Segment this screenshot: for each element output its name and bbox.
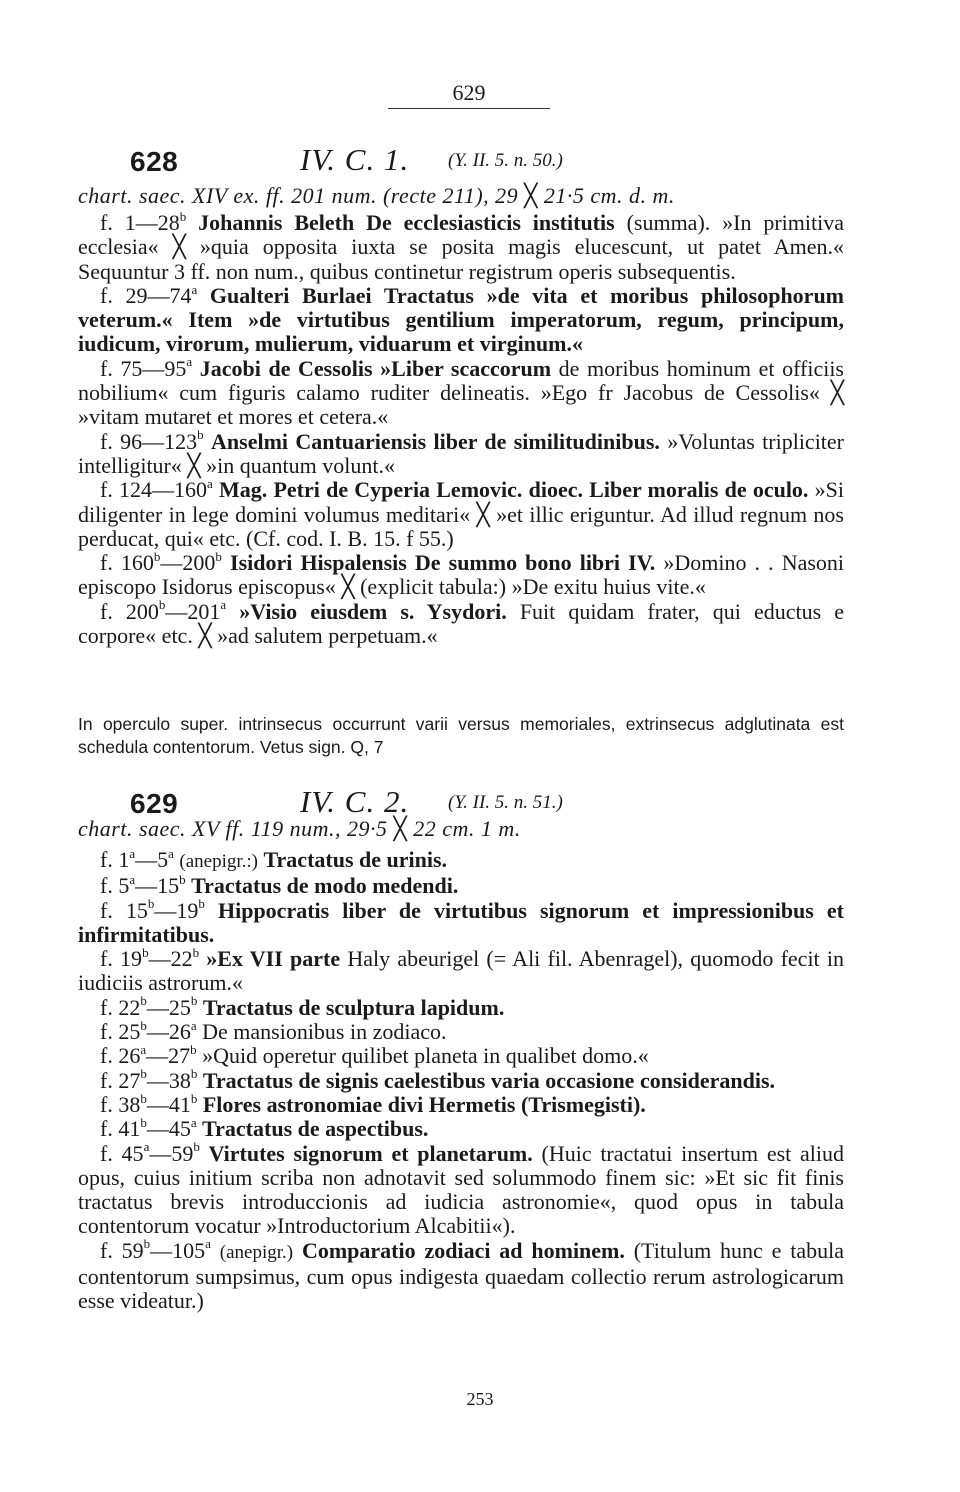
item-text: De mansionibus in zodiaco. (202, 1019, 447, 1045)
item-title: Comparatio zodiaci ad hominem. (301, 1237, 625, 1263)
content-item (78, 1017, 844, 1045)
content-item (78, 1236, 844, 1314)
content-item (78, 208, 844, 284)
entry-number: 629 (130, 788, 179, 819)
folio-range: f. 124—160$^a$ (100, 475, 213, 503)
item-title: Mag. Petri de Cyperia Lemovic. dioec. Liber moralis de oculo. (219, 477, 809, 503)
folio-range: f. 26$^a$—27$^b$ (100, 1042, 197, 1069)
folio-range: f. 29—74$^a$ (100, 281, 198, 308)
old-shelf-mark: (Y. II. 5. n. 51.) (448, 792, 563, 813)
shelf-mark: IV. C. 1. (300, 142, 410, 177)
content-item (78, 871, 844, 899)
footer-page-number: 253 (466, 1389, 494, 1409)
item-title: »Visio eiusdem s. Ysydori. (239, 598, 507, 624)
entry-628-heading (78, 140, 848, 180)
item-text: (Titulum hunc e tabula contentorum sumpsimus, cum opus indigesta quaedam collectio rerum astrologicarum esse videatur.) (78, 1237, 844, 1314)
folio-range: f. 1—28$^b$ (100, 208, 187, 235)
content-item (78, 427, 845, 479)
item-prefix: (anepigr.) (219, 1241, 294, 1263)
content-item (78, 1066, 844, 1093)
folio-range: f. 45$^a$—59$^b$ (100, 1139, 200, 1166)
item-text: »Voluntas tripliciter intelligitur« ╳ »in quantum volunt.« (78, 428, 845, 478)
binding-note: In operculo super. intrinsecus occurrunt varii versus memoriales, extrinsecus adglutinata est schedula contentorum. Vetus sign. Q, 7 (78, 714, 844, 757)
folio-range: f. 41$^b$—45$^a$ (100, 1114, 197, 1142)
item-title: Johannis Beleth De ecclesiasticis institutis (198, 210, 615, 235)
content-item (78, 281, 845, 357)
content-item (78, 993, 844, 1020)
content-item (78, 548, 845, 600)
folio-range: f. 22$^b$—25$^b$ (100, 993, 198, 1020)
item-text: »Domino . . Nasoni episcopo Isidorus episcopus« ╳ (explicit tabula:) »De exitu huius vite.« (78, 550, 845, 600)
shelf-mark: IV. C. 2. (300, 784, 410, 819)
item-text: »Quid operetur quilibet planeta in qualibet domo.« (202, 1043, 649, 1069)
folio-range: f. 15$^b$—19$^b$ (100, 896, 205, 923)
item-text: Haly abeurigel (= Ali fil. Abenragel), quomodo fecit in iudiciis astrorum.« (78, 946, 845, 996)
folio-range: f. 19$^b$—22$^b$ (100, 944, 200, 972)
content-item (78, 896, 845, 948)
content-item (78, 475, 844, 551)
folio-range: f. 96—123$^b$ (100, 427, 204, 454)
physical-description: chart. saec. XIV ex. ff. 201 num. (recte 211), 29 ╳ 21·5 cm. d. m. (78, 183, 675, 208)
folio-range: f. 200$^b$—201$^a$ (100, 597, 227, 624)
item-title: Anselmi Cantuariensis liber de similitudinibus. (211, 428, 660, 454)
item-title: Tractatus de aspectibus. (202, 1116, 429, 1142)
item-title: Tractatus de modo medendi. (191, 873, 459, 899)
entry-number: 628 (130, 146, 179, 177)
folio-range: f. 27$^b$—38$^b$ (100, 1066, 198, 1093)
folio-range: f. 5$^a$—15$^b$ (100, 871, 186, 899)
running-page-number: 629 (452, 80, 486, 105)
old-shelf-mark: (Y. II. 5. n. 50.) (448, 150, 563, 171)
entry-629-contents (78, 845, 845, 1314)
item-title: Tractatus de signis caelestibus varia occasione considerandis. (202, 1067, 776, 1093)
entry-628-contents (78, 208, 845, 649)
content-item (78, 845, 844, 874)
folio-range: f. 1$^a$—5$^a$ (100, 845, 174, 872)
item-title: Flores astronomiae divi Hermetis (Trismegisti). (202, 1091, 646, 1117)
header-rule (388, 108, 550, 109)
item-title: »Ex VII parte (206, 946, 341, 972)
folio-range: f. 38$^b$—41$^b$ (100, 1090, 198, 1117)
item-title: Isidori Hispalensis De summo bono libri IV. (230, 550, 656, 576)
item-text: »Si diligenter in lege domini volumus meditari« ╳ »et illic eriguntur. Ad illud regnum nos perducat, qui« etc. (Cf. cod. I. B. 15. f 55.) (78, 477, 844, 551)
item-text: (summa). »In primitiva ecclesia« ╳ »quia opposita iuxta se posita magis elucescunt, ut patet Amen.« Sequuntur 3 ff. non num., quibus continetur registrum operis subsequentis. (78, 210, 844, 284)
content-item (78, 1090, 844, 1117)
item-text: Fuit quidam frater, qui eductus e corpore« etc. ╳ »ad salutem perpetuam.« (78, 598, 845, 649)
content-item (78, 1114, 844, 1142)
item-title: Hippocratis liber de virtutibus signorum et impressionibus et infirmitatibus. (78, 897, 845, 947)
item-title: Virtutes signorum et planetarum. (208, 1140, 533, 1166)
item-title: Tractatus de sculptura lapidum. (202, 994, 505, 1020)
folio-range: f. 59$^b$—105$^a$ (100, 1236, 211, 1263)
folio-range: f. 25$^b$—26$^a$ (100, 1017, 197, 1045)
item-text: (Huic tractatui insertum est aliud opus, cuius initium scriba non adnotavit sed solummodo finem sic: »Et sic fit finis tractatus brevis introduccionis ad iudicia astronomie«, quod opus in tabula contentorum vocatur »Introductorium Alcabitii«). (78, 1140, 845, 1239)
item-title: Jacobi de Cessolis »Liber scaccorum (199, 355, 552, 381)
folio-range: f. 75—95$^a$ (100, 354, 193, 381)
content-item (78, 354, 844, 430)
folio-range: f. 160$^b$—200$^b$ (100, 548, 222, 576)
item-text: de moribus hominum et officiis nobilium« cum figuris calamo ruditer delineatis. »Ego fr Jacobus de Cessolis« ╳ »vitam mutaret et mores et cetera.« (78, 355, 844, 430)
item-prefix: (anepigr.:) (179, 851, 258, 872)
content-item (78, 597, 845, 649)
physical-description: chart. saec. XV ff. 119 num., 29·5 ╳ 22 cm. 1 m. (78, 816, 521, 841)
content-item (78, 1139, 845, 1239)
item-title: Tractatus de urinis. (263, 847, 448, 872)
content-item (78, 944, 845, 996)
item-title: Gualteri Burlaei Tractatus »de vita et moribus philosophorum veterum.« Item »de virtutibus gentilium imperatorum, regum, principum, iudicum, virorum, mulierum, viduarum et virginum.« (78, 282, 845, 357)
